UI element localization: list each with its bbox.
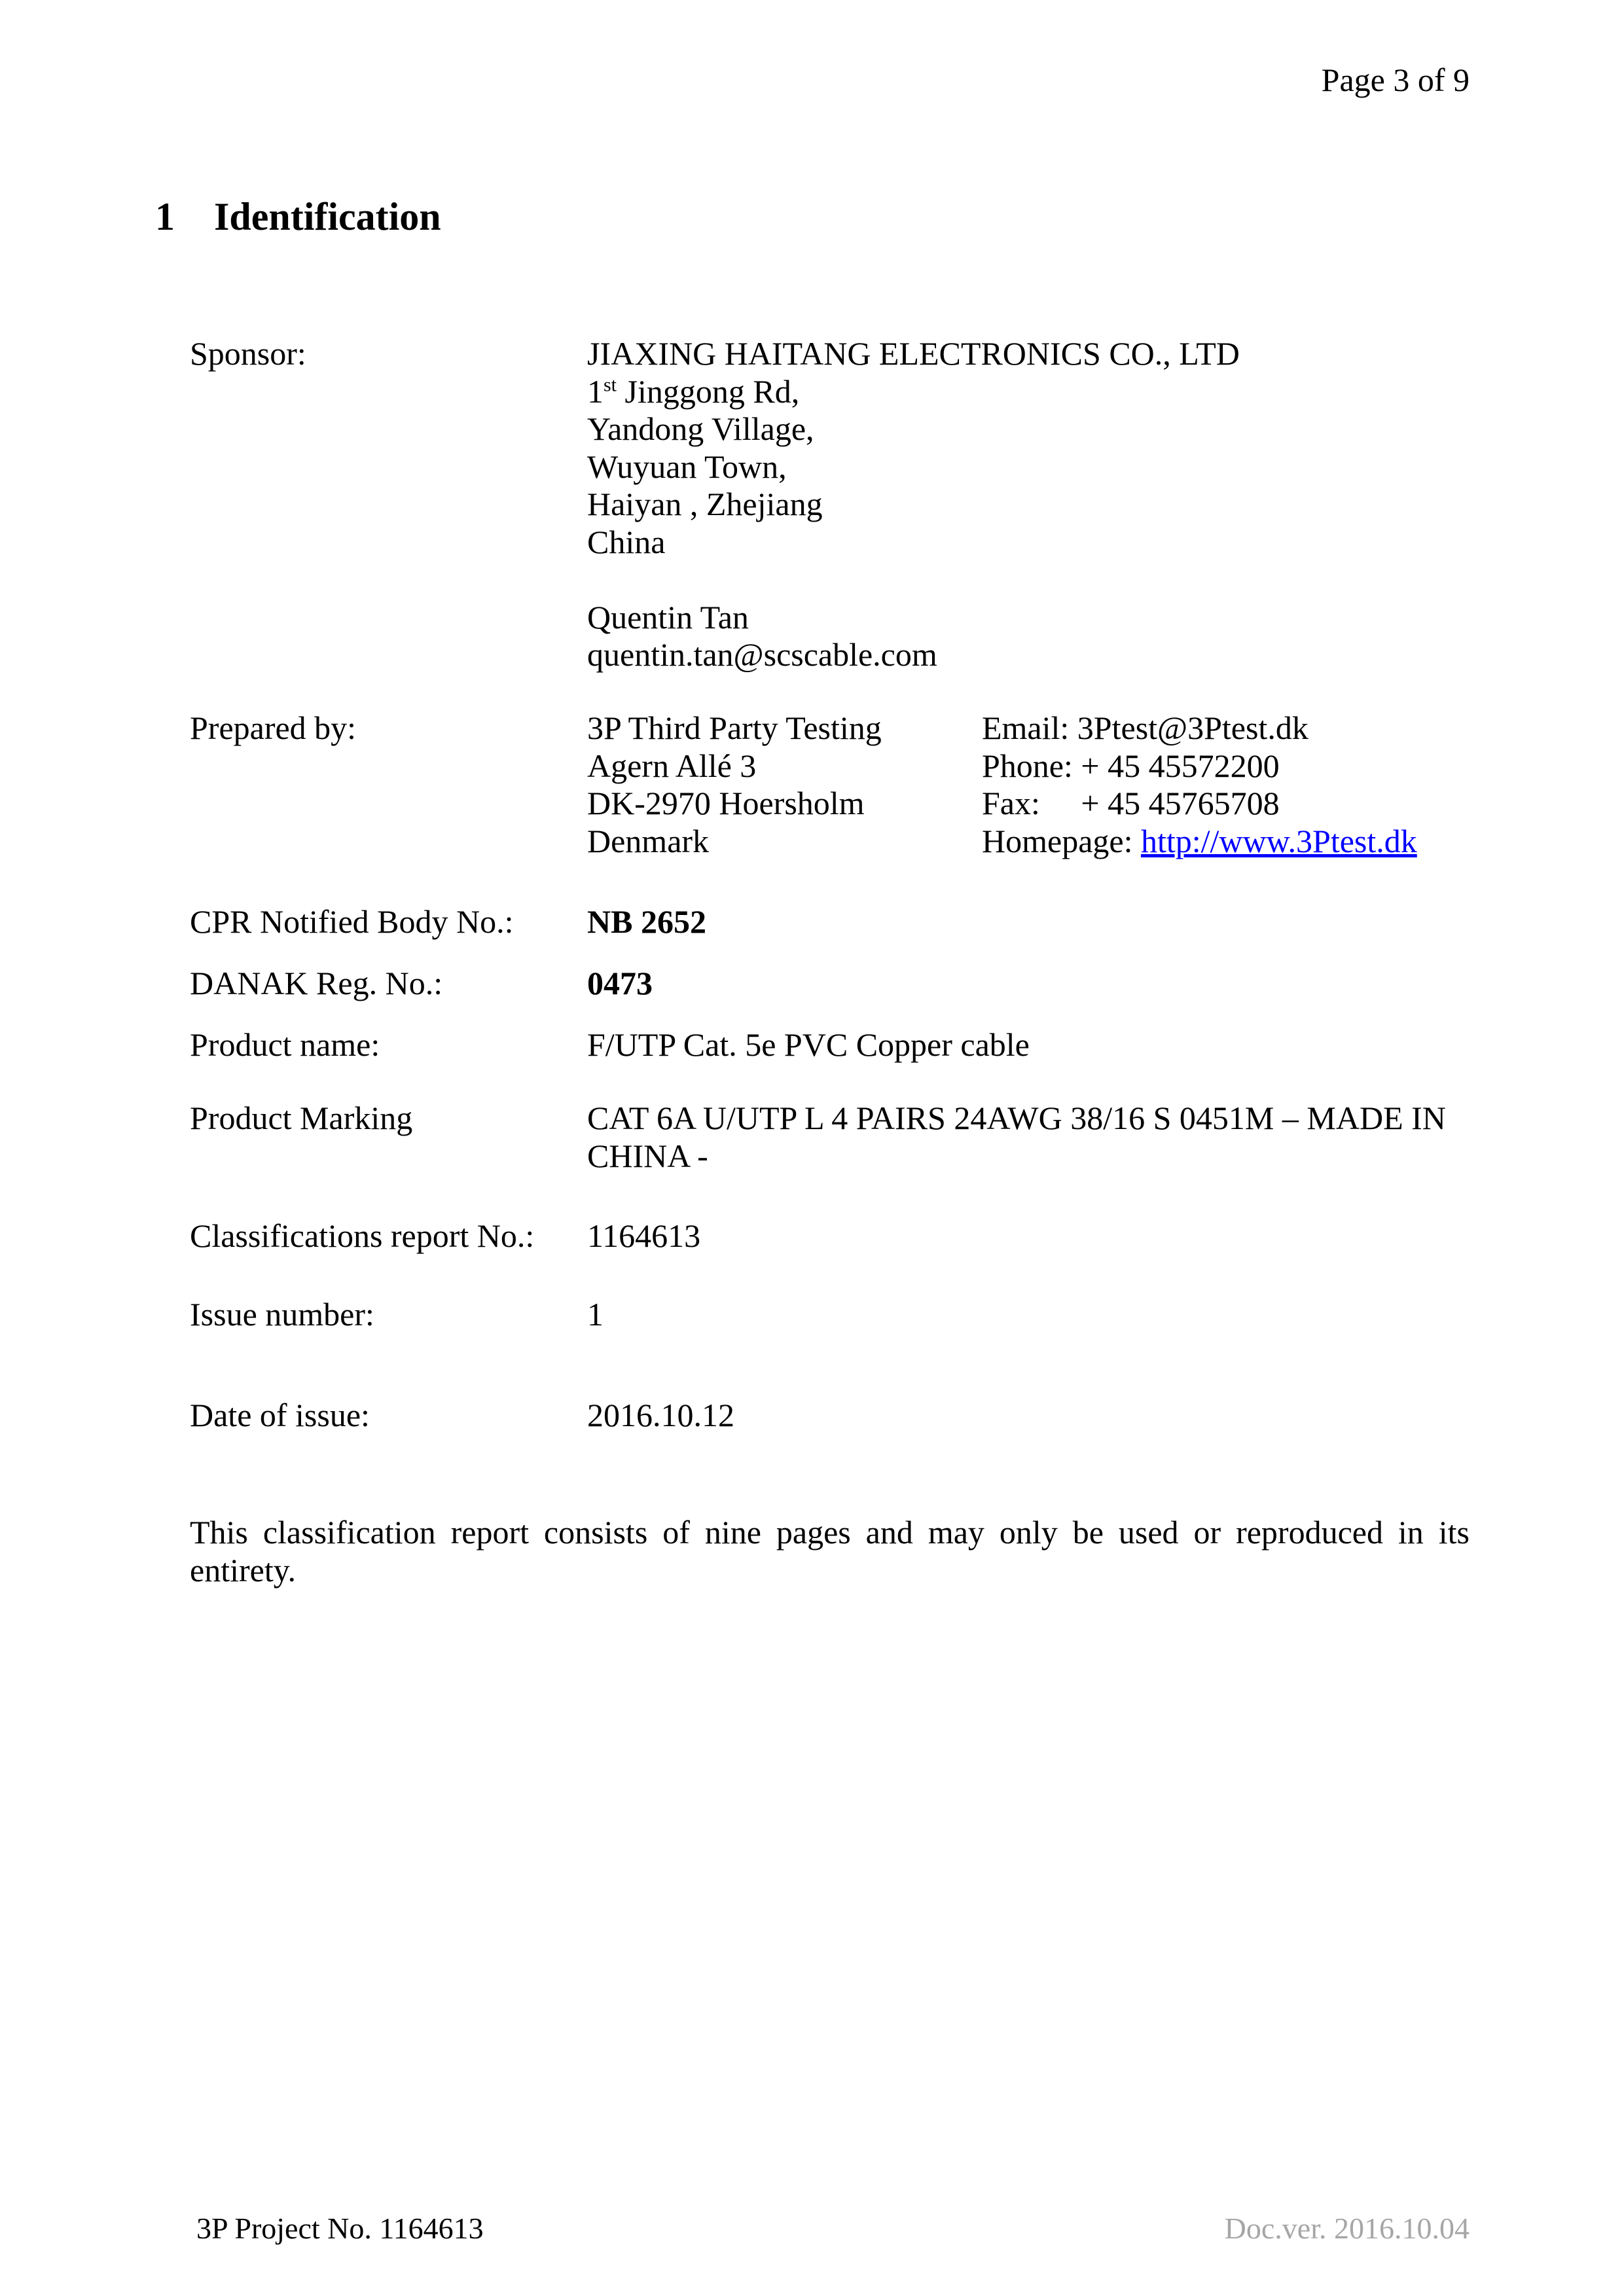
field-value: 2016.10.12 (587, 1397, 734, 1433)
homepage-link[interactable]: http://www.3Ptest.dk (1140, 822, 1417, 859)
field-value: 1164613 (587, 1217, 701, 1254)
sponsor-address-line: Yandong Village, (587, 410, 814, 447)
contact-fax-line: Fax: + 45 45765708 (982, 785, 1280, 821)
sponsor-contact-name: Quentin Tan (587, 598, 749, 636)
prepared-by-line: Agern Allé 3 (587, 747, 757, 784)
sponsor-value (587, 335, 1470, 674)
sponsor-label: Sponsor: (190, 335, 306, 372)
field-label: CPR Notified Body No.: (190, 903, 514, 940)
field-value: F/UTP Cat. 5e PVC Copper cable (587, 1026, 1030, 1063)
homepage-prefix: Homepage: (982, 822, 1141, 859)
field-label: Date of issue: (190, 1397, 370, 1433)
prepared-by-address (587, 709, 982, 860)
field-row-product-name (190, 1026, 1470, 1064)
sponsor-contact-email: quentin.tan@scscable.com (587, 636, 937, 673)
footer-doc-version: Doc.ver. 2016.10.04 (1224, 2212, 1470, 2245)
field-label: Classifications report No.: (190, 1217, 535, 1254)
prepared-by-label: Prepared by: (190, 709, 357, 746)
prepared-by-line: 3P Third Party Testing (587, 709, 882, 746)
sponsor-address-line: Haiyan , Zhejiang (587, 486, 823, 522)
sponsor-street-ordinal: st (604, 373, 617, 395)
prepared-by-line: DK-2970 Hoersholm (587, 785, 865, 821)
field-label: Issue number: (190, 1296, 374, 1333)
field-label: DANAK Reg. No.: (190, 965, 443, 1001)
footer-project-number: 3P Project No. 1164613 (196, 2212, 484, 2245)
blank-line (587, 561, 1470, 599)
sponsor-street-rest: Jinggong Rd, (617, 372, 800, 410)
sponsor-street-number: 1 (587, 372, 604, 410)
sponsor-address-line: China (587, 523, 666, 560)
entirety-note: This classification report consists of nine pages and may only be used or reproduced in its entirety. (190, 1514, 1470, 1588)
sponsor-street (587, 373, 1470, 411)
field-value: 0473 (587, 965, 653, 1001)
field-row-issue-number (190, 1296, 1470, 1334)
field-value: NB 2652 (587, 903, 706, 940)
field-row-cpr-notified-body (190, 903, 1470, 941)
sponsor-row (190, 335, 1470, 674)
field-label: Product Marking (190, 1100, 413, 1136)
field-row-danak-reg-no (190, 965, 1470, 1003)
sponsor-company: JIAXING HAITANG ELECTRONICS CO., LTD (587, 335, 1240, 372)
field-value: 1 (587, 1296, 604, 1333)
section-title: Identification (214, 195, 441, 238)
field-label: Product name: (190, 1026, 380, 1063)
sponsor-address-line: Wuyuan Town, (587, 448, 787, 485)
prepared-by-contact (982, 709, 1470, 860)
field-value: CAT 6A U/UTP L 4 PAIRS 24AWG 38/16 S 0451M – MADE IN CHINA - (587, 1100, 1446, 1174)
section-number: 1 (155, 195, 175, 238)
field-row-product-marking (190, 1100, 1470, 1175)
contact-homepage-line (982, 823, 1470, 861)
page-number: Page 3 of 9 (1321, 62, 1470, 98)
contact-phone-line: Phone: + 45 45572200 (982, 747, 1280, 784)
prepared-by-line: Denmark (587, 822, 710, 859)
field-row-date-of-issue (190, 1397, 1470, 1435)
prepared-by-row (190, 709, 1470, 860)
field-row-classifications-report-no (190, 1217, 1470, 1255)
contact-email-line: Email: 3Ptest@3Ptest.dk (982, 709, 1308, 746)
section-heading (155, 194, 441, 240)
